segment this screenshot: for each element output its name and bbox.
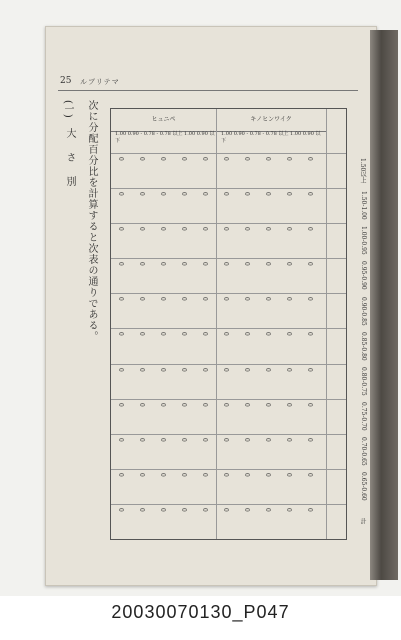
table-cell: 0 — [243, 192, 250, 196]
table-cell: 0 — [264, 472, 271, 477]
table-cell: 0 — [306, 472, 313, 477]
table-row — [111, 293, 346, 294]
table-cell: 0 — [264, 507, 271, 512]
table-cell: 0 — [306, 157, 313, 161]
table-cell: 0 — [306, 437, 313, 442]
table-cell: 0 — [243, 262, 250, 267]
table-cell: 0 — [138, 402, 145, 407]
row-label: 1.50以上 — [359, 157, 366, 184]
row-label: 0.70-0.65 — [360, 436, 367, 466]
table-cell: 0 — [159, 367, 166, 372]
table-row — [111, 364, 346, 365]
table-cell: 0 — [243, 157, 250, 161]
header-sub-2: 1.00 0.90 - 0.78 - 0.78 以上 1.00 0.90 以下 — [221, 131, 321, 144]
table-cell: 0 — [285, 367, 292, 372]
table-cell: 0 — [159, 332, 166, 337]
row-label: 計 — [359, 518, 366, 525]
table-cell: 0 — [138, 472, 145, 477]
table-cell: 0 — [180, 297, 187, 302]
header-group-2: キノヒンワイク — [216, 109, 326, 132]
table-cell: 0 — [222, 192, 229, 196]
row-label: 0.85-0.80 — [360, 331, 367, 361]
table-cell: 0 — [306, 332, 313, 337]
table-cell: 0 — [201, 157, 208, 161]
row-label: 1.50-1.00 — [360, 191, 367, 220]
table-cell: 0 — [285, 262, 292, 267]
table-cell: 0 — [222, 472, 229, 477]
row-label: 0.95-0.90 — [360, 261, 367, 291]
table-cell: 0 — [180, 157, 187, 161]
table-cell: 0 — [285, 507, 292, 512]
table-cell: 0 — [306, 227, 313, 231]
table-cell: 0 — [180, 192, 187, 196]
image-caption: 20030070130_P047 — [111, 602, 290, 622]
header-rule — [58, 90, 358, 91]
table-cell: 0 — [222, 402, 229, 407]
table-cell: 0 — [138, 157, 145, 161]
table-cell: 0 — [117, 507, 124, 512]
table-row — [111, 434, 346, 435]
table-cell: 0 — [264, 367, 271, 372]
table-row — [111, 223, 346, 224]
table-cell: 0 — [138, 227, 145, 231]
table-cell: 0 — [306, 367, 313, 372]
table-cell: 0 — [243, 227, 250, 231]
header-sub-1: 1.00 0.90 - 0.78 - 0.78 以上 1.00 0.90 以下 — [115, 131, 215, 144]
table-cell: 0 — [201, 227, 208, 231]
table-cell: 0 — [264, 192, 271, 196]
table-cell: 0 — [180, 402, 187, 407]
row-label: 0.65-0.60 — [360, 471, 367, 501]
table-cell: 0 — [180, 332, 187, 337]
table-row — [111, 504, 346, 505]
table-cell: 0 — [243, 507, 250, 512]
table-cell: 0 — [222, 297, 229, 302]
table-cell: 0 — [285, 157, 292, 161]
running-title: ルブリテマ — [80, 78, 120, 86]
table-cell: 0 — [117, 262, 124, 267]
table-divider — [216, 109, 217, 539]
header-group-1: ヒュニペ — [111, 109, 216, 132]
table-cell: 0 — [117, 332, 124, 337]
table-cell: 0 — [306, 507, 313, 512]
table-cell: 0 — [285, 297, 292, 302]
row-label: 0.90-0.85 — [360, 296, 367, 326]
section-number: (一) — [62, 100, 73, 118]
table-cell: 0 — [117, 437, 124, 442]
table-cell: 0 — [138, 437, 145, 442]
table-cell: 0 — [159, 227, 166, 231]
table-cell: 0 — [243, 367, 250, 372]
table-cell: 0 — [264, 227, 271, 231]
table-cell: 0 — [222, 437, 229, 442]
table-cell: 0 — [201, 402, 208, 407]
table-cell: 0 — [201, 507, 208, 512]
section-title: 大さ別 — [64, 128, 75, 200]
table-cell: 0 — [222, 262, 229, 267]
table-cell: 0 — [117, 297, 124, 302]
intro-text: 次に分配百分比を計算すると次表の通りである。 — [86, 100, 97, 342]
table-cell: 0 — [264, 157, 271, 161]
table-cell: 0 — [264, 332, 271, 337]
table-cell: 0 — [117, 227, 124, 231]
table-cell: 0 — [138, 297, 145, 302]
page-number: 25 — [60, 76, 72, 86]
table-cell: 0 — [222, 157, 229, 161]
table-cell: 0 — [159, 507, 166, 512]
book-spine — [370, 30, 398, 580]
table-cell: 0 — [180, 367, 187, 372]
table-divider — [326, 109, 327, 539]
table-cell: 0 — [159, 192, 166, 196]
table-cell: 0 — [201, 192, 208, 196]
table-cell: 0 — [243, 437, 250, 442]
table-cell: 0 — [159, 262, 166, 267]
table-cell: 0 — [138, 192, 145, 196]
table-row — [111, 258, 346, 259]
table-cell: 0 — [264, 402, 271, 407]
table-cell: 0 — [285, 192, 292, 196]
table-cell: 0 — [222, 507, 229, 512]
table-row — [111, 399, 346, 400]
table-cell: 0 — [159, 297, 166, 302]
table-row — [111, 153, 346, 154]
row-label: 0.75-0.70 — [360, 401, 367, 431]
table-cell: 0 — [222, 367, 229, 372]
table-cell: 0 — [180, 227, 187, 231]
table-cell: 0 — [159, 472, 166, 477]
table-cell: 0 — [180, 507, 187, 512]
table-cell: 0 — [222, 227, 229, 231]
table-cell: 0 — [243, 332, 250, 337]
table-cell: 0 — [264, 262, 271, 267]
table-cell: 0 — [159, 437, 166, 442]
table-cell: 0 — [117, 157, 124, 161]
table-cell: 0 — [285, 472, 292, 477]
table-cell: 0 — [201, 332, 208, 337]
data-table — [110, 108, 367, 540]
table-cell: 0 — [201, 262, 208, 267]
table-cell: 0 — [117, 192, 124, 196]
table-cell: 0 — [285, 227, 292, 231]
row-label: 1.00-0.95 — [360, 226, 367, 256]
table-cell: 0 — [159, 157, 166, 161]
table-row — [111, 328, 346, 329]
table-cell: 0 — [201, 297, 208, 302]
table-cell: 0 — [222, 332, 229, 337]
table-cell: 0 — [201, 367, 208, 372]
table-cell: 0 — [243, 472, 250, 477]
table-header — [111, 109, 346, 154]
table-cell: 0 — [138, 262, 145, 267]
table-cell: 0 — [306, 262, 313, 267]
table-cell: 0 — [138, 367, 145, 372]
table-cell: 0 — [285, 332, 292, 337]
table-cell: 0 — [306, 402, 313, 407]
row-label: 0.80-0.75 — [360, 366, 367, 396]
table-cell: 0 — [201, 437, 208, 442]
table-cell: 0 — [117, 367, 124, 372]
table-cell: 0 — [264, 297, 271, 302]
table-cell: 0 — [285, 402, 292, 407]
table-cell: 0 — [138, 332, 145, 337]
table-cell: 0 — [243, 402, 250, 407]
table-row — [111, 188, 346, 189]
table-cell: 0 — [201, 472, 208, 477]
table-cell: 0 — [306, 297, 313, 302]
table-cell: 0 — [306, 192, 313, 196]
table-cell: 0 — [117, 402, 124, 407]
table-cell: 0 — [180, 437, 187, 442]
table-cell: 0 — [180, 472, 187, 477]
table-cell: 0 — [285, 437, 292, 442]
table-cell: 0 — [159, 402, 166, 407]
table-cell: 0 — [264, 437, 271, 442]
table-cell: 0 — [180, 262, 187, 267]
table-cell: 0 — [243, 297, 250, 302]
table-cell: 0 — [117, 472, 124, 477]
table-cell: 0 — [138, 507, 145, 512]
table-row — [111, 469, 346, 470]
